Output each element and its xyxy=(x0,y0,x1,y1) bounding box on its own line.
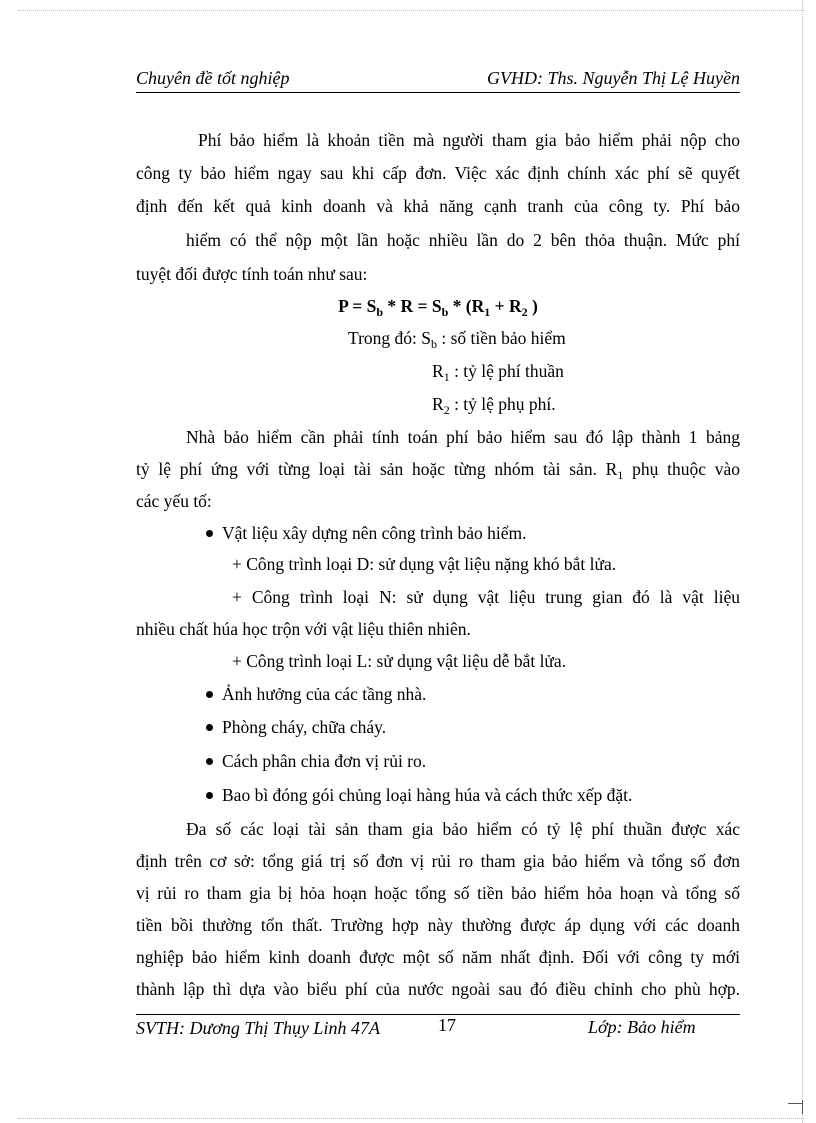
crop-mark xyxy=(788,1103,802,1104)
bullet-icon xyxy=(206,681,216,707)
bullet-icon xyxy=(206,520,216,546)
page-frame-right xyxy=(802,0,803,1123)
header-rule xyxy=(136,92,740,93)
header-advisor: GVHD: Ths. Nguyễn Thị Lệ Huyền xyxy=(487,68,740,88)
page-frame-bottom xyxy=(18,1118,804,1119)
sub-list-item: + Công trình loại N: sử dụng vật liệu trung gian đó là vật liệu xyxy=(232,587,740,607)
sub-list-item: + Công trình loại L: sử dụng vật liệu dễ bắt lửa. xyxy=(232,651,567,671)
page-number: 17 xyxy=(438,1015,456,1035)
premium-formula: $P = S_b * R = S_b * (R_1 + R_2$ ) xyxy=(338,296,538,319)
paragraph-line: tiền bồi thường tổn thất. Trường hợp này thường được áp dụng với các doanh xyxy=(136,915,740,935)
footer-class: Lớp: Bảo hiểm xyxy=(588,1017,696,1037)
list-item: Bao bì đóng gói chủng loại hàng húa và cách thức xếp đặt. xyxy=(222,785,633,805)
paragraph-line: vị rủi ro tham gia bị hỏa hoạn hoặc tổng số tiền bảo hiểm hỏa hoạn và tổng số xyxy=(136,883,740,903)
bullet-icon xyxy=(206,714,216,740)
list-item: Ảnh hưởng của các tầng nhà. xyxy=(222,684,427,704)
paragraph-line: Đa số các loại tài sản tham gia bảo hiểm có tỷ lệ phí thuần được xác xyxy=(186,819,740,839)
formula-definition: Trong đó: $S_b$ : số tiền bảo hiểm xyxy=(348,328,566,351)
page-footer xyxy=(136,1015,740,1075)
paragraph-line: nghiệp bảo hiểm kinh doanh được một số năm nhất định. Đối với công ty mới xyxy=(136,947,740,967)
paragraph-line: định trên cơ sở: tổng giá trị số đơn vị rủi ro tham gia bảo hiểm và tổng số đơn xyxy=(136,851,740,871)
paragraph-line: các yếu tố: xyxy=(136,491,212,511)
crop-mark xyxy=(802,1100,803,1114)
paragraph-line: thành lập thì dựa vào biểu phí của nước ngoài sau đó điều chỉnh cho phù hợp. xyxy=(136,979,740,999)
paragraph-line: Phí bảo hiểm là khoản tiền mà người tham gia bảo hiểm phải nộp cho xyxy=(198,130,740,150)
paragraph-line: công ty bảo hiểm ngay sau khi cấp đơn. Việc xác định chính xác phí sẽ quyết xyxy=(136,163,740,183)
list-item: Vật liệu xây dựng nên công trình bảo hiểm. xyxy=(222,523,527,543)
bullet-icon xyxy=(206,748,216,774)
bullet-icon xyxy=(206,782,216,808)
header-title: Chuyên đề tốt nghiệp xyxy=(136,68,290,88)
paragraph-line: tuyệt đối được tính toán như sau: xyxy=(136,264,368,284)
sub-list-item: nhiều chất húa học trộn với vật liệu thiên nhiên. xyxy=(136,619,471,639)
formula-definition: $R_1$ : tỷ lệ phí thuần xyxy=(432,361,564,384)
sub-list-item: + Công trình loại D: sử dụng vật liệu nặng khó bắt lửa. xyxy=(232,554,617,574)
list-item: Cách phân chia đơn vị rủi ro. xyxy=(222,751,427,771)
page-header xyxy=(136,66,740,92)
page-frame-top xyxy=(18,0,804,11)
formula-definition: $R_2$ : tỷ lệ phụ phí. xyxy=(432,394,556,417)
footer-student: SVTH: Dương Thị Thụy Linh 47A xyxy=(136,1018,380,1038)
paragraph-line: Nhà bảo hiểm cần phải tính toán phí bảo hiểm sau đó lập thành 1 bảng xyxy=(186,427,740,447)
paragraph-line: định đến kết quả kinh doanh và khả năng cạnh tranh của công ty. Phí bảo xyxy=(136,196,740,216)
paragraph-line: tỷ lệ phí ứng với từng loại tài sản hoặc từng nhóm tài sản. $R_1$ phụ thuộc vào xyxy=(136,459,740,482)
list-item: Phòng cháy, chữa cháy. xyxy=(222,717,387,737)
paragraph-line: hiểm có thể nộp một lần hoặc nhiều lần do 2 bên thỏa thuận. Mức phí xyxy=(186,230,740,250)
